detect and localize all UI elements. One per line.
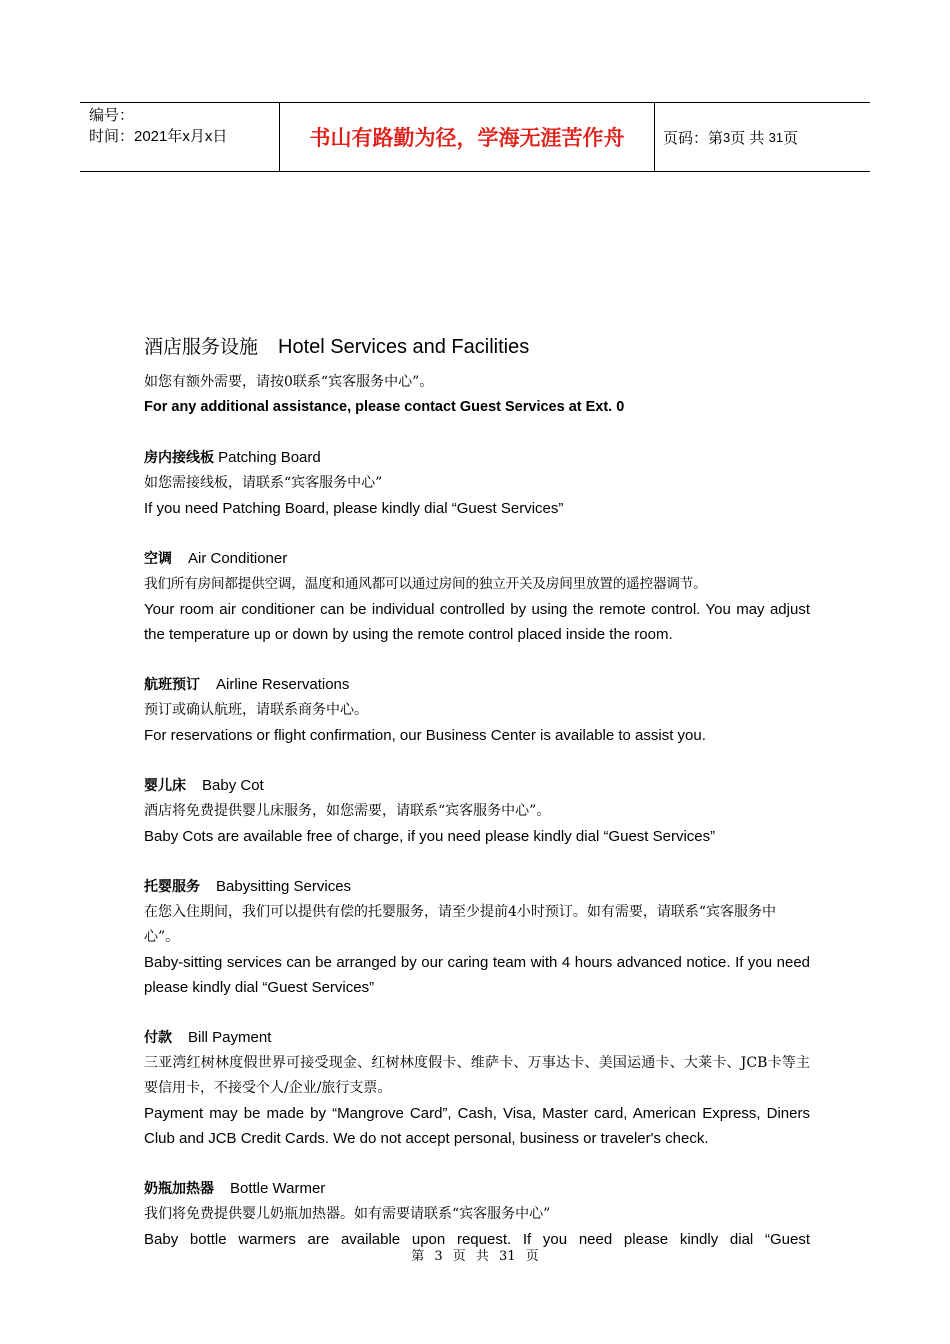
intro-en: For any additional assistance, please contact Guest Services at Ext. 0: [144, 399, 625, 415]
section-text-cn: 酒店将免费提供婴儿床服务，如您需要，请联系“宾客服务中心”。: [144, 803, 551, 819]
section-title: 房内接线板 Patching Board: [144, 449, 321, 466]
section-babysitting: [144, 874, 810, 1000]
header-page-info: [655, 103, 870, 171]
section-air-conditioner: [144, 546, 810, 647]
document-body: [144, 332, 810, 1252]
time-label: 时间：2021年x月x日: [89, 128, 228, 145]
section-bill-payment: [144, 1025, 810, 1151]
page-footer: 第 3 页 共 31 页: [411, 1249, 539, 1264]
section-text-en: Your room air conditioner can be individual controlled by using the remote control. You may adjust the temperature up or down by using the remote control placed inside the room.: [144, 601, 810, 643]
section-text-en: If you need Patching Board, please kindly dial “Guest Services”: [144, 500, 564, 517]
section-bottle-warmer: [144, 1176, 810, 1252]
section-text-cn: 我们所有房间都提供空调，温度和通风都可以通过房间的独立开关及房间里放置的遥控器调节。: [144, 576, 707, 592]
intro-cn: 如您有额外需要，请按0联系“宾客服务中心”。: [144, 374, 434, 390]
section-title: 航班预订 Airline Reservations: [144, 676, 350, 693]
section-text-en: Baby-sitting services can be arranged by our caring team with 4 hours advanced notice. If you need please kindly dial “Guest Services”: [144, 954, 810, 996]
section-title: 婴儿床 Baby Cot: [144, 777, 264, 794]
section-text-cn: 我们将免费提供婴儿奶瓶加热器。如有需要请联系“宾客服务中心”: [144, 1206, 551, 1222]
page-title-en: Hotel Services and Facilities: [278, 336, 530, 358]
page-suffix: 页: [783, 129, 799, 147]
header-motto: 书山有路勤为径，学海无涯苦作舟: [280, 103, 655, 171]
page-title-cn: 酒店服务设施: [144, 336, 259, 358]
page-title: [144, 332, 810, 362]
page-number: 3: [723, 129, 731, 145]
page-total: 31: [768, 129, 784, 145]
section-text-cn: 如您需接线板，请联系“宾客服务中心”: [144, 475, 383, 491]
section-text-cn: 预订或确认航班，请联系商务中心。: [144, 702, 368, 718]
section-text-en: Payment may be made by “Mangrove Card”, Cash, Visa, Master card, American Express, Diners Club and JCB Credit Cards. We do not accept personal, business or traveler's check.: [144, 1105, 810, 1147]
section-text-cn: 在您入住期间，我们可以提供有偿的托婴服务，请至少提前4小时预订。如有需要，请联系“宾客服务中心”。: [144, 904, 777, 945]
section-text-en: Baby bottle warmers are available upon request. If you need please kindly dial “Guest: [144, 1231, 810, 1248]
section-baby-cot: [144, 773, 810, 849]
number-label: 编号：: [89, 107, 135, 124]
section-airline-reservations: [144, 672, 810, 748]
section-title: 空调 Air Conditioner: [144, 550, 288, 567]
section-text-cn: 三亚湾红树林度假世界可接受现金、红树林度假卡、维萨卡、万事达卡、美国运通卡、大莱卡、JCB卡等主要信用卡，不接受个人/企业/旅行支票。: [144, 1055, 810, 1096]
page-mid: 页 共: [730, 129, 765, 147]
header-meta-cell: [80, 103, 280, 171]
section-text-en: Baby Cots are available free of charge, if you need please kindly dial “Guest Services”: [144, 828, 716, 845]
section-patching-board: [144, 445, 810, 521]
document-header: [80, 102, 870, 172]
section-title: 托婴服务 Babysitting Services: [144, 878, 352, 895]
section-title: 奶瓶加热器 Bottle Warmer: [144, 1180, 326, 1197]
page-prefix: 页码：第: [663, 129, 724, 147]
section-title: 付款 Bill Payment: [144, 1029, 272, 1046]
section-text-en: For reservations or flight confirmation, our Business Center is available to assist you.: [144, 727, 706, 744]
